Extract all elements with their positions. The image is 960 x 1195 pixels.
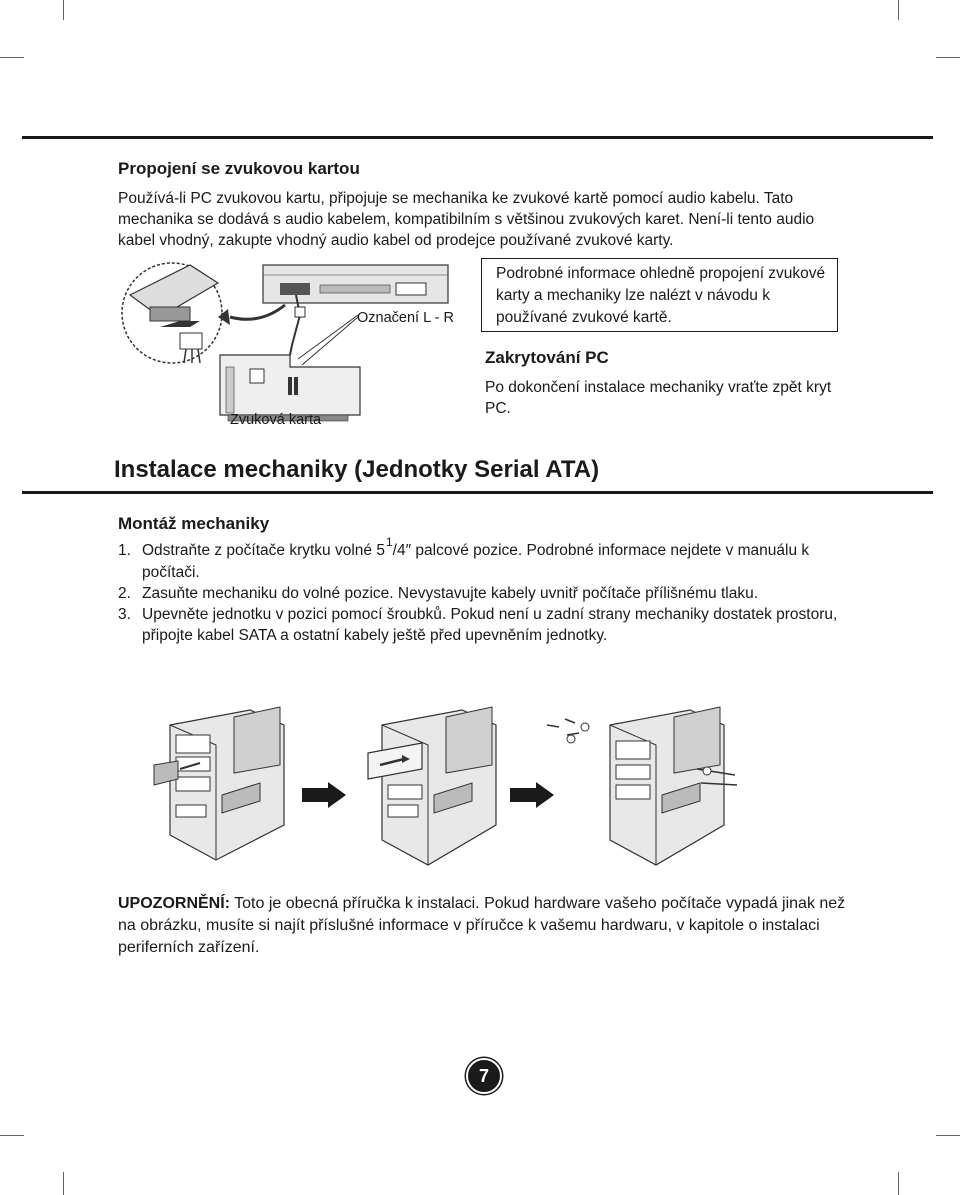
notice-label: UPOZORNĚNÍ: xyxy=(118,895,230,912)
install-steps xyxy=(118,535,858,646)
crop-mark xyxy=(0,1135,24,1136)
step-number: 3. xyxy=(118,606,131,623)
crop-mark xyxy=(898,1172,899,1195)
page-number: 7 xyxy=(466,1058,502,1094)
notice-text: Toto je obecná příručka k instalaci. Pokud hardware vašeho počítače vypadá jinak než na obrázku, musíte si najít příslušné informace v příručce k vašemu hardwaru, v kapitole o instalaci periferních zařízení. xyxy=(118,895,846,956)
step-text: Odstraňte z počítače krytku volné xyxy=(142,542,373,559)
section-title-mount: Montáž mechaniky xyxy=(118,514,270,533)
section-body-sound: Používá-li PC zvukovou kartu, připojuje se mechanika ke zvukové kartě pomocí audio kabelu. Tato mechanika se dodává s audio kabelem, kompatibilním s většinou zvukových karet. Není-li tento audio kabel vhodný, zakupte vhodný audio kabel od prodejce používané zvukové karty. xyxy=(118,190,815,249)
main-heading: Instalace mechaniky (Jednotky Serial ATA) xyxy=(114,456,600,483)
install-illustration-2 xyxy=(362,705,502,865)
top-rule xyxy=(22,136,933,139)
crop-mark xyxy=(936,57,960,58)
bay-size-whole: 5 xyxy=(376,542,385,559)
install-illustration-1 xyxy=(150,705,290,860)
heading-rule xyxy=(22,491,933,494)
label-lr: Označení L - R xyxy=(357,310,454,326)
sound-card-illustration xyxy=(120,255,470,435)
step-text: palcové pozice. Podrobné informace nejdete v manuálu k počítači. xyxy=(142,542,810,581)
notice xyxy=(118,893,853,959)
bay-size-sup: 1 xyxy=(385,535,393,549)
step-number: 1. xyxy=(118,542,131,559)
section-title-cover: Zakrytování PC xyxy=(485,348,609,367)
crop-mark xyxy=(63,0,64,20)
label-sound-card: Zvuková karta xyxy=(230,412,322,428)
crop-mark xyxy=(0,57,24,58)
bay-size-rest: /4″ xyxy=(392,542,412,559)
crop-mark xyxy=(898,0,899,20)
step-number: 2. xyxy=(118,585,131,602)
crop-mark xyxy=(936,1135,960,1136)
list-item xyxy=(118,583,858,604)
install-illustration-3 xyxy=(545,705,745,865)
info-box xyxy=(481,258,838,332)
list-item xyxy=(118,604,858,646)
list-item xyxy=(118,535,858,583)
section-body-cover: Po dokončení instalace mechaniky vraťte zpět kryt PC. xyxy=(485,379,832,417)
section-title-sound: Propojení se zvukovou kartou xyxy=(118,159,360,178)
info-box-text: Podrobné informace ohledně propojení zvukové karty a mechaniky lze nalézt v návodu k používané zvukové kartě. xyxy=(496,265,826,326)
arrow-right-icon xyxy=(302,782,346,808)
step-text: Zasuňte mechaniku do volné pozice. Nevystavujte kabely uvnitř počítače přílišnému tlaku. xyxy=(142,585,759,602)
crop-mark xyxy=(63,1172,64,1195)
step-text: Upevněte jednotku v pozici pomocí šroubků. Pokud není u zadní strany mechaniky dostatek prostoru, připojte kabel SATA a ostatní kabely ještě před upevněním jednotky. xyxy=(142,606,838,644)
bay-size xyxy=(376,535,415,559)
